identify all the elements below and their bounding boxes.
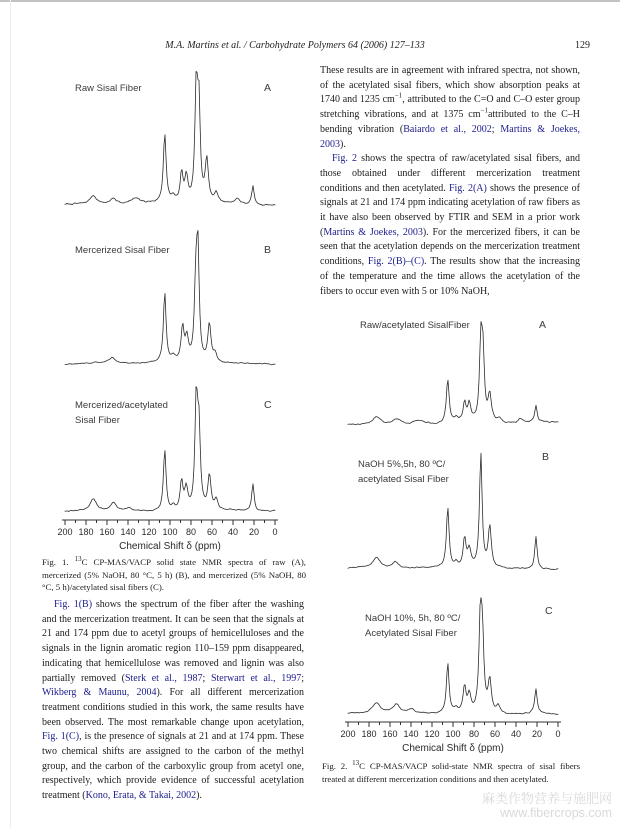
nmr-trace [348,322,558,425]
spectrum-tag: B [542,451,550,463]
text-segment: Fig. 2. [322,761,353,771]
citation-link[interactable]: Sterk et al., 1987 [124,672,203,684]
superscript: 13 [352,759,360,768]
nmr-trace [348,453,558,569]
spectrum-label: NaOH 5%,5h, 80 ºC/ [358,459,446,470]
axis-tick-label: 0 [555,729,561,739]
watermark [482,791,612,821]
text-segment: C CP-MAS/VACP solid-state NMR spectra of sisal fibers treated at different mercerization conditions and then acetylated. [322,761,580,784]
spectrum-label: acetylated Sisal Fiber [358,474,449,485]
text-segment: . The results show that the increasing of the temperature and the time allows the acetylation of the fibers to occur even with 5 or 10% NaOH, [320,256,580,297]
watermark-url: www.fibercrops.com [500,806,612,820]
text-segment: Fig. 1. [42,557,75,567]
axis-tick-label: 200 [340,729,356,739]
citation-link[interactable]: Sterwart et al., 1997 [210,672,302,684]
text-segment: shows the spectrum of the fiber after the washing and the mercerization treatment. It can be seen that the signals at 21 and 174 ppm due to acetyl groups of hemicelluloses and the signals in the lignin aromatic region 110–159 ppm disappeared, indicating that hemicellulose was removed and lignin was also partially removed ( [42,599,305,684]
figure2-spectrum-a [348,322,558,425]
axis-tick-label: 20 [248,527,260,537]
spectrum-label: Raw/acetylated SisalFiber [360,320,470,331]
axis-tick-label: 60 [206,527,218,537]
citation-link[interactable]: Fig. 2 [332,153,358,165]
body-paragraph [42,598,304,804]
citation-link[interactable]: Wikberg & Maunu, 2004 [42,687,157,699]
scan-edge-line [10,0,11,828]
citation-link[interactable]: Kono, Erata, & Takai, 2002 [85,790,197,802]
citation-link[interactable]: Baiardo et al., 2002 [403,123,492,135]
figure2-nmr-spectra [330,300,580,760]
axis-tick-label: 40 [510,729,522,739]
spectrum-label: Sisal Fiber [75,415,120,426]
text-segment: , attributed to the C=O and C–O ester group stretching vibrations, and at 1375 cm [320,94,580,121]
figure2-caption [322,760,580,785]
axis-tick-label: 120 [424,729,440,739]
running-head-citation: M.A. Martins et al. / Carbohydrate Polymers 64 (2006) 127–133 [165,40,425,51]
spectrum-label: Acetylated Sisal Fiber [365,628,457,639]
figure2-spectrum-b [348,453,558,569]
citation-link[interactable]: Martins & Joekes, 2003 [320,123,581,150]
spectrum-label: Raw Sisal Fiber [75,83,142,94]
citation-link[interactable]: Fig. 1(B) [54,599,93,610]
watermark-chinese-text: 麻类作物营养与施肥网 [481,791,612,806]
citation-link[interactable]: Fig. 1(C) [42,731,80,743]
superscript: 13 [74,555,82,564]
text-segment: ). For the mercerized fibers, it can be seen that the acetylation depends on the mercerization treatment conditions, [320,226,580,268]
text-segment: shows the presence of signals at 21 and 174 ppm indicating acetylation of raw fibers as it have also been observed by FTIR and SEM in a prior work ( [320,182,580,238]
axis-tick-label: 180 [361,729,377,739]
spectrum-tag: B [264,244,272,256]
figure1-x-axis [57,520,278,537]
spectrum-label: Mercerized/acetylated [75,400,168,411]
axis-tick-label: 160 [99,527,115,537]
left-column-text [42,598,304,804]
citation-link[interactable]: Martins & Joekes, 2003 [323,226,423,238]
axis-tick-label: 40 [227,527,239,537]
axis-tick-label: 60 [489,729,501,739]
citation-link[interactable]: Fig. 2(A) [448,182,487,194]
spectrum-tag: C [545,605,553,617]
spectrum-label: NaOH 10%, 5h, 80 ºC/ [365,613,461,624]
axis-tick-label: 0 [272,527,278,537]
spectrum-tag: A [264,82,272,94]
axis-tick-label: 180 [78,527,94,537]
citation-link[interactable]: Fig. 2(B)–(C) [367,256,425,268]
superscript: −1 [480,106,488,115]
axis-tick-label: 80 [185,527,197,537]
page-number: 129 [575,40,590,51]
figure1-axis-title: Chemical Shift δ (ppm) [119,541,221,552]
body-paragraph [320,64,580,152]
page-top-edge [0,0,620,2]
text-segment: ; [301,672,305,684]
text-segment: These results are in agreement with infrared spectra, not shown, of the acetylated sisal fibers, which show absorption peaks at 1740 and 1235 cm [320,65,580,106]
text-segment: C CP-MAS/VACP solid state NMR spectra of raw (A), mercerized (5% NaOH, 80 °C, 5 h) (B), and mercerized (5% NaOH, 80 °C, 5 h)/acetylated sisal fibers (C). [42,557,306,593]
spectrum-tag: A [539,319,547,331]
text-segment: ). For all different mercerization treatment conditions studied in this work, the same results have been observed. The most remarkable change upon acetylation, [42,687,304,728]
axis-tick-label: 80 [468,729,480,739]
figure1-caption [42,556,306,594]
axis-tick-label: 140 [120,527,136,537]
right-column-text [320,64,580,299]
text-segment: ; [202,672,211,684]
axis-tick-label: 160 [382,729,398,739]
axis-tick-label: 100 [445,729,461,739]
axis-tick-label: 200 [57,527,73,537]
body-paragraph [320,152,580,299]
axis-tick-label: 140 [403,729,419,739]
text-segment: ). [196,790,202,802]
axis-tick-label: 120 [141,527,157,537]
text-segment: , is the presence of signals at 21 and at 174 ppm. These two chemical shifts are assigned to the carbon of the methyl group, and the carbon of the carboxylic group from acetyl one, respectively, which provide evidence of successful acetylation treatment ( [42,731,304,802]
text-segment: shows the spectra of raw/acetylated sisal fibers, and those obtained under different mercerization treatment conditions and then acetylated. [320,153,580,194]
axis-tick-label: 20 [531,729,543,739]
figure2-x-axis [340,722,561,739]
text-segment: ). [340,138,346,150]
superscript: −1 [394,92,403,101]
figure2-axis-title: Chemical Shift δ (ppm) [402,743,504,754]
text-segment: ; [491,123,501,135]
figure1-nmr-spectra [42,58,312,558]
text-segment: attributed to the C–H bending vibration ( [320,109,580,135]
axis-tick-label: 100 [162,527,178,537]
spectrum-label: Mercerized Sisal Fiber [75,245,170,256]
spectrum-tag: C [264,399,272,411]
